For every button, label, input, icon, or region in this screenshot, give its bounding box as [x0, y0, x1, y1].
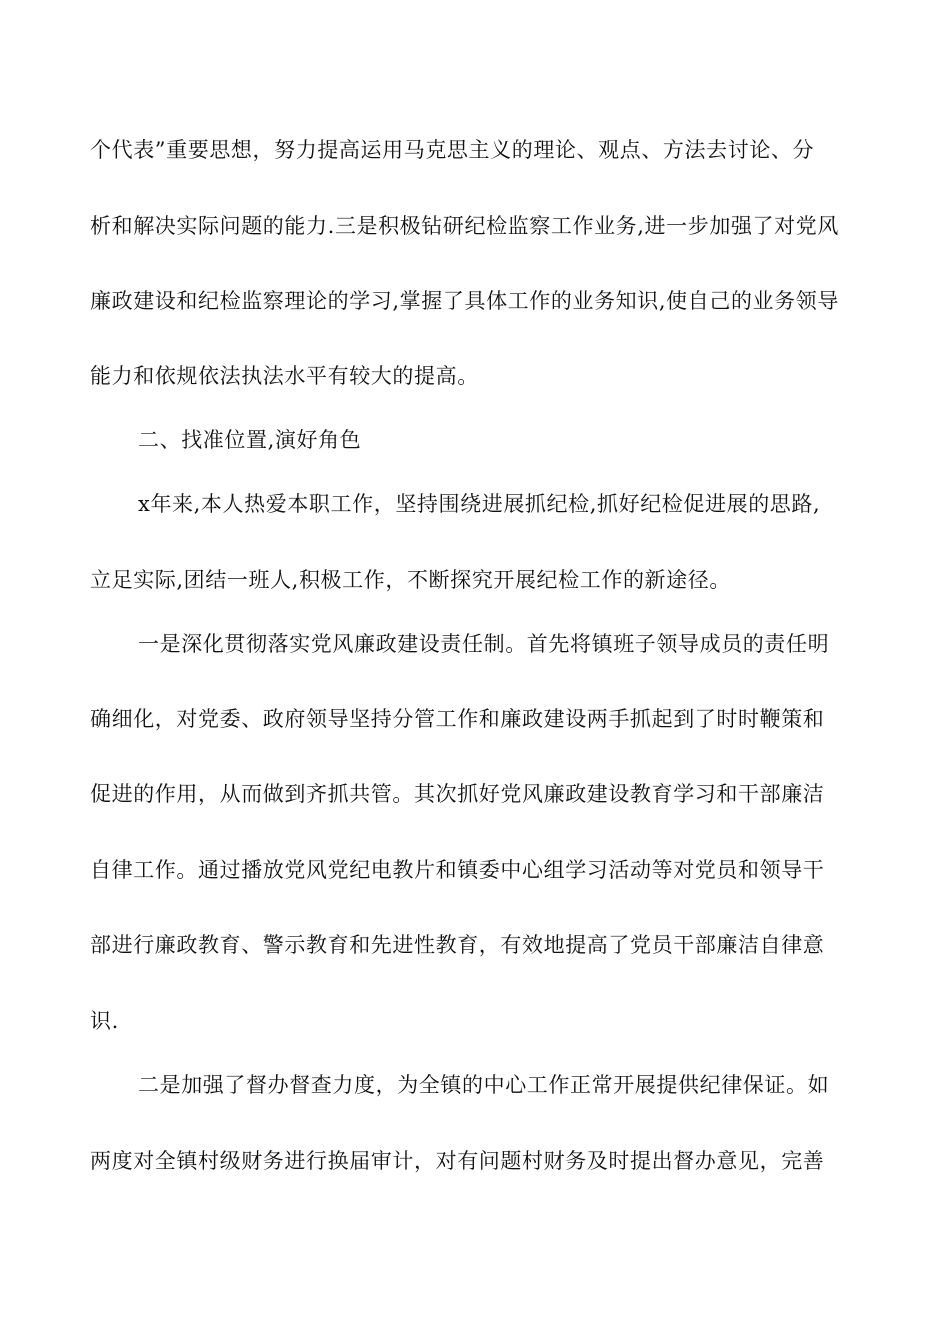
- body-text-line: 廉政建设和纪检监察理论的学习,掌握了具体工作的业务知识,使自己的业务领导: [90, 289, 839, 313]
- paragraph-first-line: x年来,本人热爱本职工作，坚持围绕进展抓纪检,抓好纪检促进展的思路,: [138, 492, 821, 516]
- body-text-line: 自律工作。通过播放党风党纪电教片和镇委中心组学习活动等对党员和领导干: [90, 858, 825, 882]
- body-text-line: 确细化，对党委、政府领导坚持分管工作和廉政建设两手抓起到了时时鞭策和: [90, 707, 825, 731]
- body-text-line: 析和解决实际问题的能力.三是积极钻研纪检监察工作业务,进一步加强了对党风: [90, 214, 839, 238]
- body-text-line: 能力和依规依法执法水平有较大的提高。: [90, 364, 479, 388]
- body-text-line: 两度对全镇村级财务进行换届审计，对有问题村财务及时提出督办意见，完善: [90, 1149, 825, 1173]
- body-text-line: 立足实际,团结一班人,积极工作，不断探究开展纪检工作的新途径。: [90, 568, 731, 592]
- paragraph-first-line: 二是加强了督办督查力度，为全镇的中心工作正常开展提供纪律保证。如: [138, 1073, 830, 1097]
- body-text-line: 促进的作用，从而做到齐抓共管。其次抓好党风廉政建设教育学习和干部廉洁: [90, 782, 825, 806]
- body-text-line: 个代表”重要思想，努力提高运用马克思主义的理论、观点、方法去讨论、分: [90, 138, 815, 162]
- body-text-line: 识.: [90, 1009, 119, 1033]
- body-text-line: 部进行廉政教育、警示教育和先进性教育，有效地提高了党员干部廉洁自律意: [90, 933, 825, 957]
- paragraph-first-line: 一是深化贯彻落实党风廉政建设责任制。首先将镇班子领导成员的责任明: [138, 632, 830, 656]
- section-heading: 二、找准位置,演好角色: [138, 428, 362, 452]
